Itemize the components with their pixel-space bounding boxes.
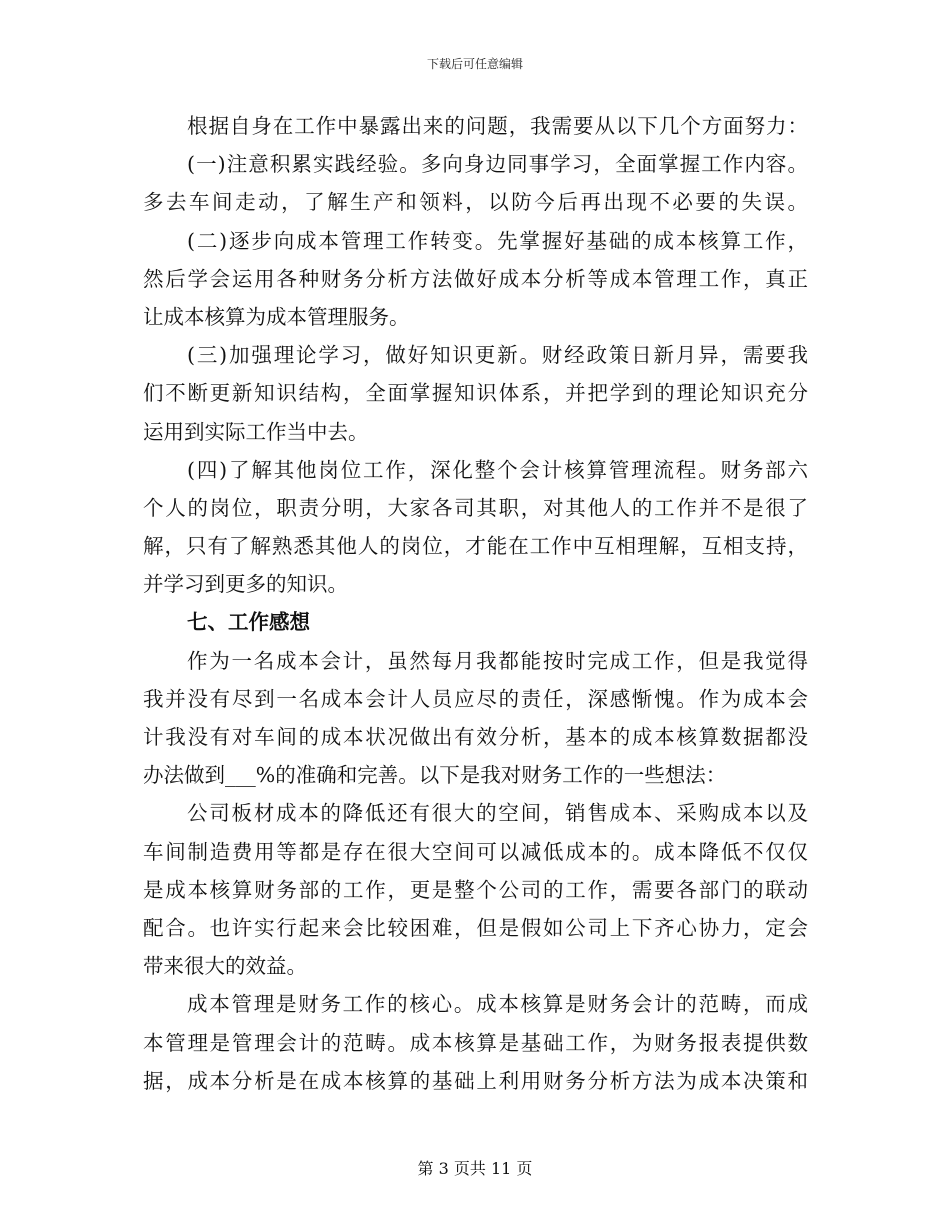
document-body (143, 107, 808, 1100)
paragraph-line: 带来很大的效益。 (143, 954, 307, 979)
paragraph-line: 我并没有尽到一名成本会计人员应尽的责任，深感惭愧。作为成本会 (143, 686, 808, 711)
paragraph-line: 成本管理是财务工作的核心。成本核算是财务会计的范畴，而成 (187, 992, 808, 1017)
paragraph-line: 办法做到___%的准确和完善。以下是我对财务工作的一些想法： (143, 763, 727, 788)
paragraph-line: 计我没有对车间的成本状况做出有效分析，基本的成本核算数据都没 (143, 725, 808, 749)
paragraph-line: 解，只有了解熟悉其他人的岗位，才能在工作中互相理解，互相支持， (143, 534, 808, 559)
paragraph-line: 然后学会运用各种财务分析方法做好成本分析等成本管理工作，真正 (143, 266, 808, 291)
paragraph-line: 运用到实际工作当中去。 (143, 419, 369, 444)
paragraph-line: 个人的岗位，职责分明，大家各司其职，对其他人的工作并不是很了 (143, 495, 808, 520)
paragraph-line: 让成本核算为成本管理服务。 (143, 304, 410, 329)
paragraph-line: 作为一名成本会计，虽然每月我都能按时完成工作，但是我觉得 (187, 648, 808, 673)
paragraph-line: 是成本核算财务部的工作，更是整个公司的工作，需要各部门的联动 (143, 877, 808, 902)
paragraph-line: 本管理是管理会计的范畴。成本核算是基础工作，为财务报表提供数 (143, 1030, 808, 1055)
paragraph-line: 据，成本分析是在成本核算的基础上利用财务分析方法为成本决策和 (143, 1068, 808, 1093)
paragraph-line: 根据自身在工作中暴露出来的问题，我需要从以下几个方面努力： (187, 114, 808, 138)
page-header-note: 下载后可任意编辑 (426, 57, 523, 71)
paragraph-line: 多去车间走动，了解生产和领料，以防今后再出现不必要的失误。 (143, 190, 808, 215)
page-number-footer: 第 3 页共 11 页 (417, 1159, 533, 1178)
section-heading: 七、工作感想 (187, 610, 310, 635)
paragraph-line: (四)了解其他岗位工作，深化整个会计核算管理流程。财务部六 (187, 457, 808, 482)
paragraph-line: 并学习到更多的知识。 (143, 572, 348, 597)
paragraph-line: 们不断更新知识结构，全面掌握知识体系，并把学到的理论知识充分 (143, 381, 808, 406)
paragraph-line: 公司板材成本的降低还有很大的空间，销售成本、采购成本以及 (187, 801, 808, 826)
paragraph-line: 车间制造费用等都是存在很大空间可以减低成本的。成本降低不仅仅 (143, 839, 808, 864)
paragraph-line: (一)注意积累实践经验。多向身边同事学习，全面掌握工作内容。 (187, 152, 808, 177)
paragraph-line: (三)加强理论学习，做好知识更新。财经政策日新月异，需要我 (187, 343, 808, 368)
paragraph-line: 配合。也许实行起来会比较困难，但是假如公司上下齐心协力，定会 (143, 915, 808, 940)
paragraph-line: (二)逐步向成本管理工作转变。先掌握好基础的成本核算工作， (187, 228, 808, 253)
